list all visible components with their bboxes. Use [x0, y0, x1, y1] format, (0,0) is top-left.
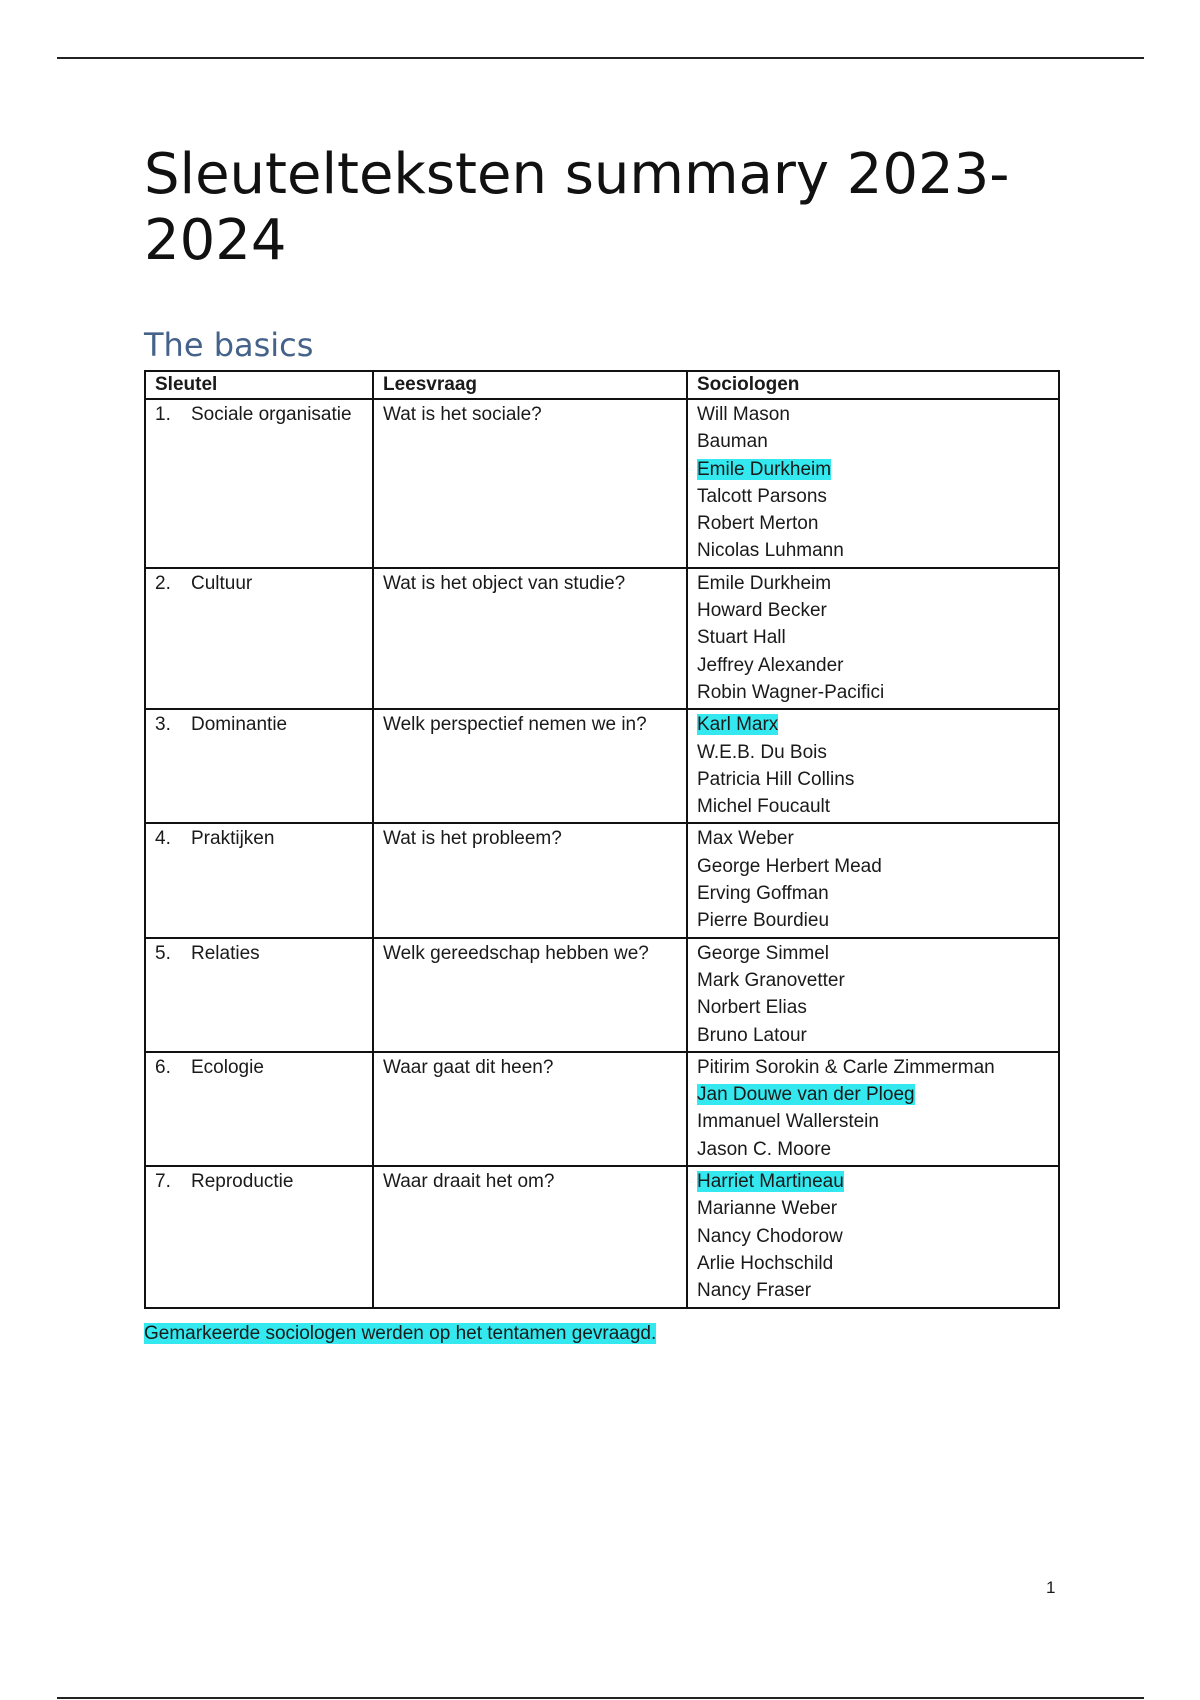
sociologist-item — [697, 1277, 1049, 1304]
reading-question-cell: Welk perspectief nemen we in? — [373, 709, 687, 823]
reading-question-cell: Wat is het object van studie? — [373, 568, 687, 709]
table-row — [145, 823, 1059, 937]
sociologist-item — [697, 1223, 1049, 1250]
sociologist-item — [697, 401, 1049, 428]
sociologist-item — [697, 853, 1049, 880]
sociologist-name: Arlie Hochschild — [697, 1252, 834, 1274]
key-label: Reproductie — [191, 1171, 294, 1193]
sociologist-item — [697, 739, 1049, 766]
document-title: Sleutelteksten summary 2023-2024 — [144, 142, 1010, 273]
sociologist-item — [697, 1054, 1049, 1081]
sociologist-name: Erving Goffman — [697, 883, 829, 905]
sociologist-item — [697, 456, 1049, 483]
table-row — [145, 568, 1059, 709]
key-cell — [145, 709, 373, 823]
sociologist-item — [697, 711, 1049, 738]
key-cell — [145, 1052, 373, 1166]
sociologist-item — [697, 825, 1049, 852]
sociologist-item — [697, 510, 1049, 537]
column-header-sociologen: Sociologen — [687, 371, 1059, 399]
sociologist-name: Max Weber — [697, 828, 794, 850]
footer-rule — [57, 1697, 1144, 1699]
sociologist-item — [697, 994, 1049, 1021]
sociologists-cell — [687, 938, 1059, 1052]
column-header-leesvraag: Leesvraag — [373, 371, 687, 399]
sociologist-item — [697, 1081, 1049, 1108]
sociologist-item — [697, 483, 1049, 510]
sociologist-list — [697, 711, 1049, 820]
table-row — [145, 938, 1059, 1052]
sociologist-item — [697, 1108, 1049, 1135]
table-row — [145, 1166, 1059, 1307]
sociologist-name: Norbert Elias — [697, 997, 807, 1019]
sociologist-name: Robin Wagner-Pacifici — [697, 681, 885, 703]
sociologist-item — [697, 428, 1049, 455]
sociologist-item — [697, 1136, 1049, 1163]
table-header-row — [145, 371, 1059, 399]
table-body — [145, 399, 1059, 1308]
keys-table — [144, 370, 1060, 1309]
sociologist-name: Howard Becker — [697, 600, 827, 622]
sociologists-cell — [687, 1052, 1059, 1166]
highlight-note — [144, 1320, 656, 1347]
column-header-sleutel: Sleutel — [145, 371, 373, 399]
sociologist-item — [697, 679, 1049, 706]
sociologist-name: Nancy Chodorow — [697, 1225, 843, 1247]
sociologist-name: Bruno Latour — [697, 1024, 807, 1046]
highlight-note-text: Gemarkeerde sociologen werden op het tentamen gevraagd. — [144, 1323, 657, 1344]
key-cell — [145, 568, 373, 709]
sociologist-item — [697, 907, 1049, 934]
sociologist-name-highlighted: Karl Marx — [697, 714, 779, 736]
sociologist-item — [697, 1022, 1049, 1049]
sociologist-item — [697, 967, 1049, 994]
key-number: 6. — [155, 1056, 171, 1078]
sociologist-item — [697, 1195, 1049, 1222]
sociologist-list — [697, 1054, 1049, 1163]
sociologist-name: Talcott Parsons — [697, 485, 827, 507]
sociologist-item — [697, 766, 1049, 793]
key-number: 5. — [155, 942, 171, 964]
sociologist-name: Bauman — [697, 431, 768, 453]
sociologist-item — [697, 1168, 1049, 1195]
sociologist-name-highlighted: Emile Durkheim — [697, 458, 832, 480]
sociologist-item — [697, 880, 1049, 907]
key-number: 1. — [155, 404, 171, 425]
table-row — [145, 709, 1059, 823]
key-cell — [145, 399, 373, 568]
table-row — [145, 399, 1059, 568]
sociologist-name: Mark Granovetter — [697, 969, 845, 991]
sociologist-name: Nicolas Luhmann — [697, 540, 844, 562]
sociologist-item — [697, 940, 1049, 967]
sociologist-list — [697, 825, 1049, 934]
sociologists-cell — [687, 709, 1059, 823]
key-label: Relaties — [191, 942, 260, 964]
reading-question-cell: Waar draait het om? — [373, 1166, 687, 1307]
sociologist-name: Pitirim Sorokin & Carle Zimmerman — [697, 1056, 995, 1078]
reading-question-cell: Welk gereedschap hebben we? — [373, 938, 687, 1052]
sociologist-list — [697, 401, 1049, 565]
sociologist-name: George Herbert Mead — [697, 855, 882, 877]
sociologist-name: Jason C. Moore — [697, 1138, 832, 1160]
sociologist-list — [697, 1168, 1049, 1304]
reading-question-cell: Wat is het sociale? — [373, 399, 687, 568]
sociologist-name: Marianne Weber — [697, 1198, 838, 1220]
sociologist-name: Robert Merton — [697, 513, 819, 535]
sociologist-name: Jeffrey Alexander — [697, 654, 844, 676]
reading-question-cell: Wat is het probleem? — [373, 823, 687, 937]
key-label: Ecologie — [191, 1056, 264, 1078]
key-label: Dominantie — [191, 714, 288, 736]
sociologist-name: Immanuel Wallerstein — [697, 1111, 879, 1133]
sociologist-name: W.E.B. Du Bois — [697, 741, 827, 763]
key-number: 7. — [155, 1171, 171, 1193]
sociologist-name: George Simmel — [697, 942, 829, 964]
key-number: 2. — [155, 572, 171, 594]
sociologist-name: Will Mason — [697, 404, 790, 425]
key-cell — [145, 938, 373, 1052]
key-label: Praktijken — [191, 828, 275, 850]
key-cell — [145, 1166, 373, 1307]
sociologist-item — [697, 537, 1049, 564]
sociologist-item — [697, 597, 1049, 624]
sociologist-list — [697, 940, 1049, 1049]
page-number: 1 — [1046, 1578, 1056, 1597]
sociologist-name-highlighted: Harriet Martineau — [697, 1171, 844, 1193]
sociologist-name: Michel Foucault — [697, 796, 831, 818]
key-number: 4. — [155, 828, 171, 850]
key-label: Cultuur — [191, 572, 253, 594]
sociologist-item — [697, 793, 1049, 820]
sociologist-name: Nancy Fraser — [697, 1280, 812, 1302]
section-heading: The basics — [144, 326, 314, 364]
sociologist-list — [697, 570, 1049, 706]
key-number: 3. — [155, 714, 171, 736]
sociologist-name: Patricia Hill Collins — [697, 768, 855, 790]
sociologist-item — [697, 1250, 1049, 1277]
key-cell — [145, 823, 373, 937]
sociologists-cell — [687, 399, 1059, 568]
key-label: Sociale organisatie — [191, 404, 352, 425]
sociologists-cell — [687, 823, 1059, 937]
sociologist-name: Stuart Hall — [697, 627, 786, 649]
sociologist-name: Emile Durkheim — [697, 572, 832, 594]
sociologists-cell — [687, 568, 1059, 709]
sociologist-item — [697, 570, 1049, 597]
reading-question-cell: Waar gaat dit heen? — [373, 1052, 687, 1166]
table-row — [145, 1052, 1059, 1166]
sociologist-name: Pierre Bourdieu — [697, 910, 830, 932]
sociologist-item — [697, 624, 1049, 651]
sociologists-cell — [687, 1166, 1059, 1307]
header-rule — [57, 57, 1144, 59]
sociologist-item — [697, 652, 1049, 679]
sociologist-name-highlighted: Jan Douwe van der Ploeg — [697, 1084, 915, 1106]
